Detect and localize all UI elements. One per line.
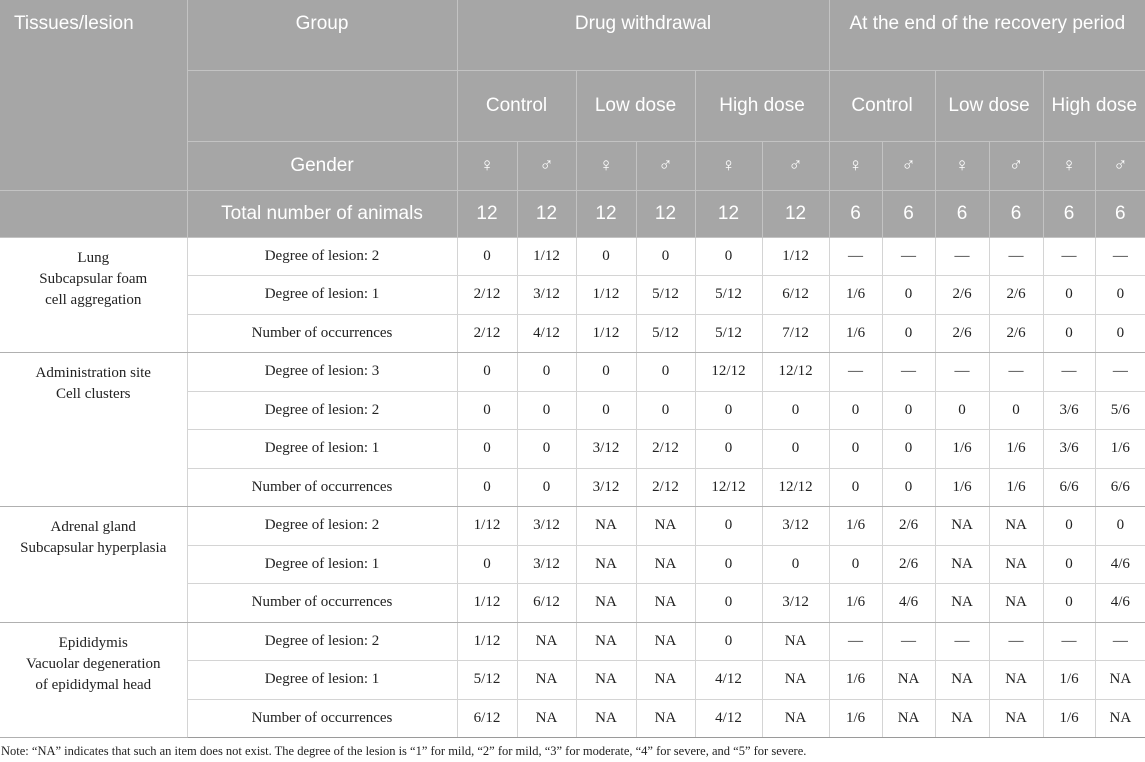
value-cell: 3/12 [517,545,576,584]
value-cell: 0 [1043,276,1095,315]
value-cell: 5/12 [636,314,695,353]
value-cell: 4/6 [1095,584,1145,623]
value-cell: 0 [695,507,762,546]
gender-symbol: ♂ [1095,141,1145,190]
value-cell: 3/12 [576,468,636,507]
value-cell: — [989,622,1043,661]
value-cell: 0 [695,584,762,623]
value-cell: 3/12 [576,430,636,469]
value-cell: NA [1095,661,1145,700]
value-cell: 0 [457,353,517,392]
value-cell: — [829,622,882,661]
value-cell: 12/12 [695,468,762,507]
dose-group-header: Control [457,70,576,141]
tissues-blank-cell [0,190,187,237]
value-cell: NA [935,661,989,700]
value-cell: NA [882,661,935,700]
lesion-row-label: Degree of lesion: 2 [187,237,457,276]
value-cell: — [1095,353,1145,392]
value-cell: NA [989,545,1043,584]
value-cell: 0 [1043,545,1095,584]
value-cell: 6/12 [517,584,576,623]
value-cell: NA [989,699,1043,738]
table-row [0,237,1145,276]
tissue-label-line: Epididymis [58,634,128,651]
gender-symbol: ♂ [762,141,829,190]
value-cell: 0 [1043,507,1095,546]
value-cell: — [1043,622,1095,661]
gender-symbol: ♀ [576,141,636,190]
animal-total: 12 [517,190,576,237]
value-cell: 1/6 [989,468,1043,507]
value-cell: 0 [517,391,576,430]
value-cell: 0 [695,545,762,584]
value-cell: 1/12 [457,507,517,546]
value-cell: 0 [1095,507,1145,546]
animal-total: 6 [829,190,882,237]
tissue-label-line: of epididymal head [35,676,152,693]
lesion-row-label: Degree of lesion: 1 [187,430,457,469]
dose-group-header: Control [829,70,935,141]
tissue-label-line: Vacuolar degeneration [25,655,161,672]
value-cell: 0 [695,391,762,430]
value-cell: NA [636,622,695,661]
value-cell: — [989,237,1043,276]
value-cell: 0 [882,468,935,507]
value-cell: 0 [636,391,695,430]
value-cell: 5/6 [1095,391,1145,430]
tissue-label [0,507,187,623]
value-cell: NA [762,622,829,661]
total-label: Total number of animals [187,190,457,237]
value-cell: — [829,353,882,392]
value-cell: 5/12 [695,314,762,353]
gender-symbol: ♀ [829,141,882,190]
lesion-row-label: Number of occurrences [187,314,457,353]
value-cell: 2/6 [935,276,989,315]
gender-symbol: ♂ [636,141,695,190]
value-cell: — [935,622,989,661]
animal-total: 12 [695,190,762,237]
value-cell: 5/12 [636,276,695,315]
value-cell: 0 [695,430,762,469]
value-cell: — [1043,353,1095,392]
value-cell: NA [576,622,636,661]
value-cell: 1/12 [762,237,829,276]
value-cell: — [829,237,882,276]
value-cell: 1/6 [829,314,882,353]
value-cell: NA [576,507,636,546]
recovery-header: At the end of the recovery period [829,0,1145,70]
value-cell: 5/12 [695,276,762,315]
tissue-label-line: Lung [77,249,110,266]
value-cell: NA [576,699,636,738]
value-cell: 0 [882,391,935,430]
value-cell: 1/12 [457,622,517,661]
value-cell: NA [636,584,695,623]
value-cell: 2/6 [989,276,1043,315]
value-cell: 1/12 [576,314,636,353]
value-cell: 6/6 [1095,468,1145,507]
value-cell: 2/6 [935,314,989,353]
gender-label: Gender [187,141,457,190]
value-cell: 1/6 [1043,699,1095,738]
value-cell: NA [517,661,576,700]
lesion-row-label: Number of occurrences [187,699,457,738]
value-cell: 0 [829,468,882,507]
lesion-row-label: Degree of lesion: 1 [187,276,457,315]
value-cell: — [1043,237,1095,276]
group-blank-cell [187,70,457,141]
gender-symbol: ♂ [882,141,935,190]
value-cell: 0 [882,276,935,315]
lesion-row-label: Degree of lesion: 3 [187,353,457,392]
value-cell: NA [636,699,695,738]
lesion-row-label: Degree of lesion: 1 [187,545,457,584]
value-cell: NA [576,545,636,584]
value-cell: NA [576,584,636,623]
lesion-row-label: Degree of lesion: 2 [187,507,457,546]
value-cell: 0 [829,545,882,584]
value-cell: NA [989,584,1043,623]
tissue-label [0,353,187,507]
value-cell: 1/6 [829,276,882,315]
value-cell: 0 [517,353,576,392]
tissue-label [0,622,187,738]
value-cell: — [935,237,989,276]
value-cell: 3/12 [762,584,829,623]
value-cell: 1/6 [829,661,882,700]
value-cell: 0 [695,237,762,276]
value-cell: — [882,353,935,392]
value-cell: 4/6 [882,584,935,623]
value-cell: 0 [762,430,829,469]
value-cell: 0 [457,430,517,469]
value-cell: 5/12 [457,661,517,700]
value-cell: — [1095,622,1145,661]
gender-symbol: ♀ [695,141,762,190]
value-cell: 3/12 [762,507,829,546]
value-cell: 6/6 [1043,468,1095,507]
value-cell: 0 [935,391,989,430]
value-cell: — [935,353,989,392]
value-cell: 0 [882,430,935,469]
lesion-row-label: Number of occurrences [187,584,457,623]
value-cell: 0 [636,353,695,392]
tissue-label-line: Administration site [35,365,151,381]
value-cell: 1/6 [989,430,1043,469]
value-cell: 1/12 [457,584,517,623]
value-cell: 1/6 [1095,430,1145,469]
tissue-label-line: cell aggregation [45,291,142,308]
animal-total: 12 [457,190,517,237]
dose-group-header: Low dose [935,70,1043,141]
value-cell: NA [935,584,989,623]
animal-total: 12 [576,190,636,237]
table-row [0,622,1145,661]
lesion-row-label: Number of occurrences [187,468,457,507]
value-cell: 0 [636,237,695,276]
animal-total: 6 [935,190,989,237]
tissue-label-line: Cell clusters [55,386,131,402]
value-cell: 0 [517,468,576,507]
value-cell: 0 [1095,314,1145,353]
value-cell: 4/6 [1095,545,1145,584]
value-cell: 0 [762,391,829,430]
lesion-row-label: Degree of lesion: 1 [187,661,457,700]
dose-group-header: High dose [1043,70,1145,141]
tissue-label-line: Subcapsular hyperplasia [20,540,167,556]
value-cell: 3/6 [1043,391,1095,430]
value-cell: NA [935,545,989,584]
value-cell: 0 [457,237,517,276]
value-cell: NA [762,699,829,738]
value-cell: NA [517,699,576,738]
value-cell: 6/12 [762,276,829,315]
value-cell: NA [636,661,695,700]
gender-symbol: ♀ [1043,141,1095,190]
value-cell: 2/6 [989,314,1043,353]
value-cell: 0 [457,468,517,507]
value-cell: 0 [882,314,935,353]
table-row [0,353,1145,392]
value-cell: 12/12 [695,353,762,392]
value-cell: NA [636,545,695,584]
value-cell: — [989,353,1043,392]
value-cell: 12/12 [762,468,829,507]
value-cell: 0 [457,545,517,584]
lesion-row-label: Degree of lesion: 2 [187,391,457,430]
gender-symbol: ♀ [935,141,989,190]
tissues-header: Tissues/lesion [0,0,187,190]
animal-total: 12 [636,190,695,237]
animal-total: 12 [762,190,829,237]
table-row [0,507,1145,546]
value-cell: NA [935,699,989,738]
value-cell: 0 [576,391,636,430]
value-cell: 1/12 [517,237,576,276]
value-cell: 0 [1043,314,1095,353]
value-cell: 0 [1095,276,1145,315]
value-cell: 0 [517,430,576,469]
gender-symbol: ♂ [517,141,576,190]
tissue-label [0,237,187,353]
value-cell: — [1095,237,1145,276]
value-cell: 1/12 [576,276,636,315]
value-cell: 0 [829,391,882,430]
value-cell: 4/12 [695,699,762,738]
table-note: Note: “NA” indicates that such an item does not exist. The degree of the lesion is “1” for mild, “2” for mild, “3” for moderate, “4” for severe, and “5” for severe. [1,744,807,758]
tissue-label-line: Adrenal gland [50,519,136,535]
value-cell: 7/12 [762,314,829,353]
value-cell: 4/12 [695,661,762,700]
value-cell: 4/12 [517,314,576,353]
value-cell: NA [989,661,1043,700]
value-cell: 3/6 [1043,430,1095,469]
value-cell: NA [762,661,829,700]
dose-group-header: Low dose [576,70,695,141]
value-cell: 2/6 [882,545,935,584]
value-cell: NA [989,507,1043,546]
value-cell: 1/6 [935,468,989,507]
value-cell: NA [517,622,576,661]
value-cell: 1/6 [829,699,882,738]
tissue-label-line: Subcapsular foam [39,270,148,287]
value-cell: 12/12 [762,353,829,392]
animal-total: 6 [989,190,1043,237]
value-cell: NA [882,699,935,738]
value-cell: 0 [829,430,882,469]
value-cell: 0 [457,391,517,430]
table-body [0,237,1145,738]
value-cell: NA [935,507,989,546]
gender-symbol: ♀ [457,141,517,190]
value-cell: 0 [576,353,636,392]
value-cell: 0 [762,545,829,584]
value-cell: 3/12 [517,276,576,315]
value-cell: 2/12 [457,276,517,315]
animal-total: 6 [1043,190,1095,237]
value-cell: 1/6 [829,507,882,546]
value-cell: 0 [1043,584,1095,623]
value-cell: NA [1095,699,1145,738]
animal-total: 6 [1095,190,1145,237]
value-cell: 1/6 [935,430,989,469]
value-cell: 2/6 [882,507,935,546]
dose-group-header: High dose [695,70,829,141]
drug-withdrawal-header: Drug withdrawal [457,0,829,70]
value-cell: — [882,237,935,276]
value-cell: 0 [989,391,1043,430]
lesion-row-label: Degree of lesion: 2 [187,622,457,661]
value-cell: NA [636,507,695,546]
animal-total: 6 [882,190,935,237]
value-cell: — [882,622,935,661]
gender-symbol: ♂ [989,141,1043,190]
value-cell: 0 [695,622,762,661]
value-cell: 2/12 [457,314,517,353]
value-cell: 3/12 [517,507,576,546]
value-cell: 2/12 [636,468,695,507]
value-cell: NA [576,661,636,700]
value-cell: 1/6 [829,584,882,623]
value-cell: 0 [576,237,636,276]
group-header: Group [187,0,457,70]
value-cell: 2/12 [636,430,695,469]
value-cell: 6/12 [457,699,517,738]
value-cell: 1/6 [1043,661,1095,700]
